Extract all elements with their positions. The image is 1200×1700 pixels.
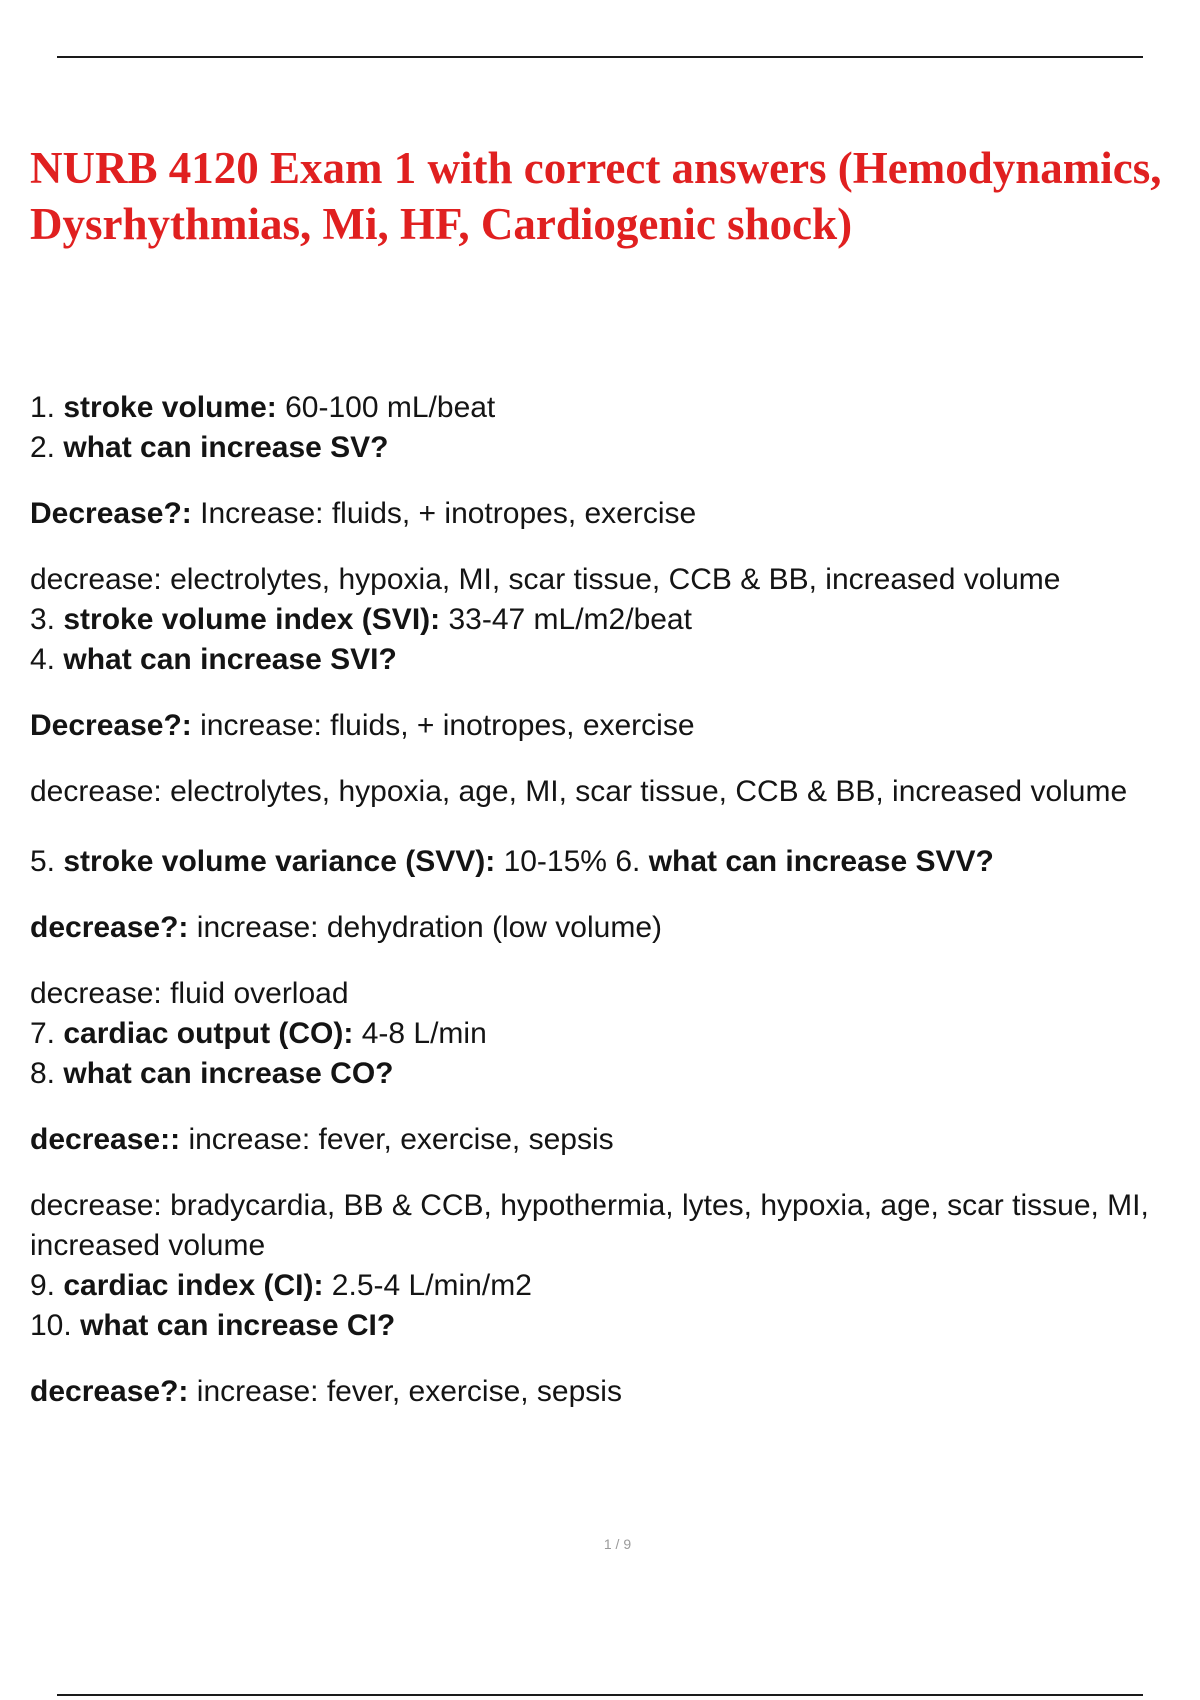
qa-item-10: 10. what can increase CI? — [30, 1309, 396, 1342]
qa-term: stroke volume index (SVI): — [63, 603, 441, 636]
qa-item-2: 2. what can increase SV? — [30, 431, 389, 464]
footer-rule — [57, 1694, 1143, 1696]
qa-item-7: 7. cardiac output (CO): 4-8 L/min — [30, 1017, 487, 1050]
qa-term: what can increase CI? — [80, 1309, 396, 1342]
qa-term: stroke volume: — [63, 391, 277, 424]
qa-item-8: 8. what can increase CO? — [30, 1057, 394, 1090]
qa-term: what can increase CO? — [63, 1057, 394, 1090]
qa-answer-line: Decrease?: increase: fluids, + inotropes, exercise — [30, 709, 695, 742]
qa-item-1: 1. stroke volume: 60-100 mL/beat — [30, 391, 496, 424]
qa-term: what can increase SV? — [63, 431, 389, 464]
qa-item-4: 4. what can increase SVI? — [30, 643, 397, 676]
qa-term: stroke volume variance (SVV): — [63, 845, 496, 878]
qa-item-3: 3. stroke volume index (SVI): 33-47 mL/m2/beat — [30, 603, 692, 636]
qa-answer-line: decrease: electrolytes, hypoxia, MI, scar tissue, CCB & BB, increased volume — [30, 563, 1061, 596]
qa-item-9: 9. cardiac index (CI): 2.5-4 L/min/m2 — [30, 1269, 532, 1302]
qa-term: cardiac output (CO): — [63, 1017, 354, 1050]
qa-term: what can increase SVI? — [63, 643, 397, 676]
qa-answer-line: decrease:: increase: fever, exercise, sepsis — [30, 1123, 614, 1156]
header-rule — [57, 56, 1143, 58]
qa-answer-line: decrease?: increase: dehydration (low volume) — [30, 911, 663, 944]
qa-item-5: 5. stroke volume variance (SVV): 10-15% 6. what can increase SVV? — [30, 845, 994, 878]
qa-term: what can increase SVV? — [648, 845, 994, 878]
qa-answer: 4-8 L/min — [361, 1017, 487, 1050]
qa-answer-line: decrease?: increase: fever, exercise, sepsis — [30, 1375, 622, 1408]
qa-answer: 10-15% — [503, 845, 607, 878]
qa-answer: 2.5-4 L/min/m2 — [331, 1269, 532, 1302]
qa-answer-line: decrease: fluid overload — [30, 977, 349, 1010]
qa-term: cardiac index (CI): — [63, 1269, 324, 1302]
page-number: 1 / 9 — [603, 1536, 632, 1552]
qa-answer-line: decrease: bradycardia, BB & CCB, hypothermia, lytes, hypoxia, age, scar tissue, MI, increased volume — [30, 1189, 1149, 1262]
document-title: NURB 4120 Exam 1 with correct answers (Hemodynamics, Dysrhythmias, Mi, HF, Cardiogenic shock) — [30, 143, 1162, 249]
qa-answer: 33-47 mL/m2/beat — [448, 603, 692, 636]
qa-answer-line: decrease: electrolytes, hypoxia, age, MI, scar tissue, CCB & BB, increased volume — [30, 775, 1128, 808]
qa-answer-line: Decrease?: Increase: fluids, + inotropes, exercise — [30, 497, 697, 530]
qa-answer: 60-100 mL/beat — [285, 391, 496, 424]
qa-list — [30, 388, 1190, 1412]
